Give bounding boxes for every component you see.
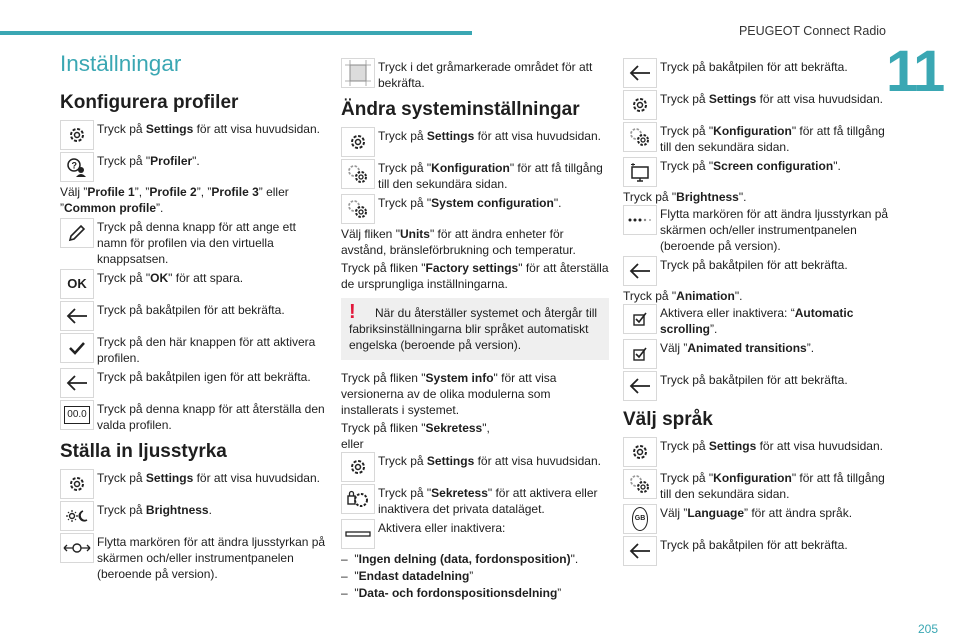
chapter-number: 11 xyxy=(886,39,944,104)
sekretess-tab-text: Tryck på fliken "Sekretess", xyxy=(341,421,490,435)
grey-area-icon xyxy=(341,58,375,88)
step-back: Tryck på bakåtpilen för att bekräfta. xyxy=(60,301,328,331)
step-lang-settings: Tryck på Settings för att visa huvudsidan. xyxy=(623,437,891,467)
step-system-config: Tryck på "System configuration". xyxy=(341,194,609,224)
step-configuration: Tryck på "Konfiguration" för att få tillgång till den sekundära sidan. xyxy=(341,159,609,192)
step-grey-area: Tryck i det gråmarkerade området för att bekräfta. xyxy=(341,58,609,91)
ok-icon: OK xyxy=(60,269,94,299)
heading-language: Välj språk xyxy=(623,409,713,430)
svg-text:?: ? xyxy=(71,160,77,171)
step-back-4: Tryck på bakåtpilen för att bekräfta. xyxy=(623,536,891,566)
pencil-icon xyxy=(60,218,94,248)
warning-icon: ! xyxy=(349,301,356,323)
option-1: – "Ingen delning (data, fordonsposition)". xyxy=(341,552,579,566)
step-back: Tryck på bakåtpilen för att bekräfta. xyxy=(623,58,891,88)
step-auto-scroll: Aktivera eller inaktivera: “Automatic scrolling”. xyxy=(623,304,891,337)
header-title: PEUGEOT Connect Radio xyxy=(738,24,886,38)
page-number: 205 xyxy=(917,622,938,636)
reset-icon: 00.0 xyxy=(60,400,94,430)
step-privacy: Tryck på "Sekretess" för att aktivera eller inaktivera det privata dataläget. xyxy=(341,484,609,517)
warning-note: ! När du återställer systemet och återgår till fabriksinställningarna blir språket automatiskt engelska (beroende på version). xyxy=(341,298,609,360)
back-arrow-icon xyxy=(623,536,657,566)
gear-icon xyxy=(60,469,94,499)
step-settings-2: Tryck på Settings för att visa huvudsidan. xyxy=(60,469,328,499)
heading-system: Ändra systeminställningar xyxy=(341,99,580,120)
system-info-text: Tryck på fliken "System info" för att visa versionerna av de olika modulerna som installerats i systemet. xyxy=(341,371,557,417)
double-gear-icon xyxy=(623,469,657,499)
choose-profile-text: Välj ”Profile 1”, ”Profile 2”, ”Profile 3” eller ”Common profile”. xyxy=(60,185,289,215)
step-back-2: Tryck på bakåtpilen för att bekräfta. xyxy=(623,256,891,286)
back-arrow-icon xyxy=(623,58,657,88)
step-reset: 00.0 Tryck på denna knapp för att återställa den valda profilen. xyxy=(60,400,328,433)
column-2 xyxy=(341,58,609,602)
double-gear-icon xyxy=(623,122,657,152)
step-language: GB Välj ”Language” för att ändra språk. xyxy=(623,504,891,534)
step-settings: Tryck på Settings för att visa huvudsidan. xyxy=(341,127,609,157)
back-arrow-icon xyxy=(623,371,657,401)
step-settings: Tryck på Settings för att visa huvudsidan. xyxy=(60,120,328,150)
step-lang-config: Tryck på "Konfiguration" för att få tillgång till den sekundära sidan. xyxy=(623,469,891,502)
step-animated-transitions: Välj ”Animated transitions”. xyxy=(623,339,891,369)
profile-icon xyxy=(60,152,94,182)
brightness-tab-text: Tryck på "Brightness". xyxy=(623,190,747,204)
back-arrow-icon xyxy=(60,301,94,331)
option-3: – "Data- och fordonspositionsdelning” xyxy=(341,586,562,600)
gear-icon xyxy=(623,90,657,120)
column-1 xyxy=(60,51,328,584)
step-back-3: Tryck på bakåtpilen för att bekräfta. xyxy=(623,371,891,401)
step-screen-config: Tryck på "Screen configuration". xyxy=(623,157,891,187)
step-slider: Flytta markören för att ändra ljusstyrkan på skärmen och/eller instrumentpanelen (beroende på version). xyxy=(623,205,891,254)
step-profiler: ? Tryck på "Profiler". xyxy=(60,152,328,182)
heading-profiles: Konfigurera profiler xyxy=(60,92,239,113)
section-title: Inställningar xyxy=(60,51,182,76)
checkbox-icon xyxy=(623,339,657,369)
back-arrow-icon xyxy=(623,256,657,286)
step-configuration: Tryck på "Konfiguration" för att få tillgång till den sekundära sidan. xyxy=(623,122,891,155)
check-icon xyxy=(60,333,94,363)
step-settings: Tryck på Settings för att visa huvudsidan. xyxy=(623,90,891,120)
toggle-bar-icon xyxy=(341,519,375,549)
screen-icon xyxy=(623,157,657,187)
step-back-again: Tryck på bakåtpilen igen för att bekräfta. xyxy=(60,368,328,398)
gear-icon xyxy=(341,127,375,157)
double-gear-icon xyxy=(341,194,375,224)
animation-tab-text: Tryck på "Animation". xyxy=(623,289,743,303)
double-gear-icon xyxy=(341,159,375,189)
step-ok: OK Tryck på "OK" för att spara. xyxy=(60,269,328,299)
option-2: – "Endast datadelning” xyxy=(341,569,474,583)
step-settings-2: Tryck på Settings för att visa huvudsidan. xyxy=(341,452,609,482)
or-text: eller xyxy=(341,437,364,451)
gear-icon xyxy=(341,452,375,482)
units-text: Välj fliken "Units" för att ändra enheter för avstånd, bränsleförbrukning och temperatur. xyxy=(341,227,576,257)
gear-icon xyxy=(623,437,657,467)
heading-brightness: Ställa in ljusstyrka xyxy=(60,441,227,462)
header-accent-bar xyxy=(0,31,472,35)
step-brightness: Tryck på Brightness. xyxy=(60,501,328,531)
step-slider: Flytta markören för att ändra ljusstyrkan på skärmen och/eller instrumentpanelen (beroende på version). xyxy=(60,533,328,582)
dot-slider-icon xyxy=(623,205,657,235)
back-arrow-icon xyxy=(60,368,94,398)
checkbox-icon xyxy=(623,304,657,334)
privacy-gear-icon xyxy=(341,484,375,514)
step-check: Tryck på den här knappen för att aktivera profilen. xyxy=(60,333,328,366)
language-icon: GB xyxy=(623,504,657,534)
gear-icon xyxy=(60,120,94,150)
sun-moon-icon xyxy=(60,501,94,531)
slider-icon xyxy=(60,533,94,563)
step-pencil: Tryck på denna knapp för att ange ett namn för profilen via den virtuella knappsatsen. xyxy=(60,218,328,267)
step-toggle: Aktivera eller inaktivera: xyxy=(341,519,609,549)
column-3 xyxy=(623,58,891,568)
factory-text: Tryck på fliken "Factory settings" för att återställa de ursprungliga inställningarna. xyxy=(341,261,609,291)
